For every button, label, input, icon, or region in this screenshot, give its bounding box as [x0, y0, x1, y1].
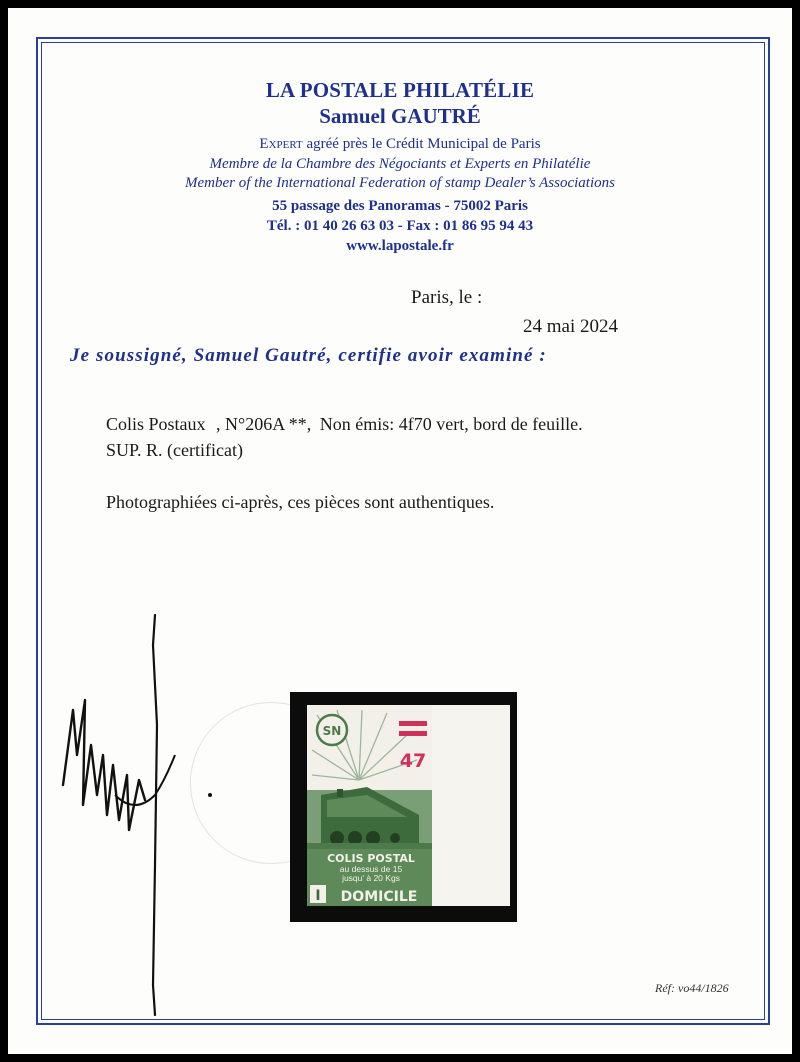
sheet-margin	[432, 705, 510, 906]
reference-number: Réf: vo44/1826	[655, 981, 729, 995]
item-details: Non émis: 4f70 vert, bord de feuille.	[319, 414, 583, 434]
stamp-class-mark: I	[315, 888, 321, 904]
accreditation-text: agréé près le Crédit Municipal de Paris	[302, 136, 541, 152]
stamp-service: DOMICILE	[340, 889, 418, 905]
certification-statement: Je soussigné, Samuel Gautré, certifie avoir examiné :	[70, 345, 547, 366]
stamp-surcharge-value: 47	[399, 750, 427, 772]
conclusion-text: Photographiées ci-après, ces pièces sont authentiques.	[106, 492, 495, 512]
phone-fax: Tél. : 01 40 26 63 03 - Fax : 01 86 95 94 43	[266, 218, 534, 234]
stamp-text-weight-from: au dessus de 15	[339, 864, 403, 874]
expert-word: Expert	[259, 136, 303, 152]
item-grade: SUP. R. (certificat)	[106, 440, 243, 460]
item-category: Colis Postaux	[106, 414, 206, 434]
place-label: Paris, le :	[411, 287, 483, 308]
item-description	[106, 414, 583, 435]
stamp-logo: SN	[322, 724, 342, 738]
company-title: LA POSTALE PHILATÉLIE	[265, 78, 535, 102]
item-number: , N°206A **,	[216, 414, 312, 434]
membership-fr: Membre de la Chambre des Négociants et Experts en Philatélie	[209, 156, 591, 172]
stamp-text-weight-to: jusqu' à 20 Kgs	[342, 873, 400, 883]
stamp-text-colis-postal: COLIS POSTAL	[327, 852, 415, 865]
address: 55 passage des Panoramas - 75002 Paris	[272, 198, 528, 214]
membership-en: Member of the International Federation of stamp Dealer’s Associations	[185, 175, 615, 191]
expert-name: Samuel GAUTRÉ	[319, 104, 481, 128]
certificate-date: 24 mai 2024	[523, 316, 618, 337]
expert-signature	[55, 605, 225, 1025]
website: www.lapostale.fr	[346, 238, 454, 254]
stamp-colis-postal	[307, 705, 432, 906]
expert-accreditation	[0, 136, 800, 153]
